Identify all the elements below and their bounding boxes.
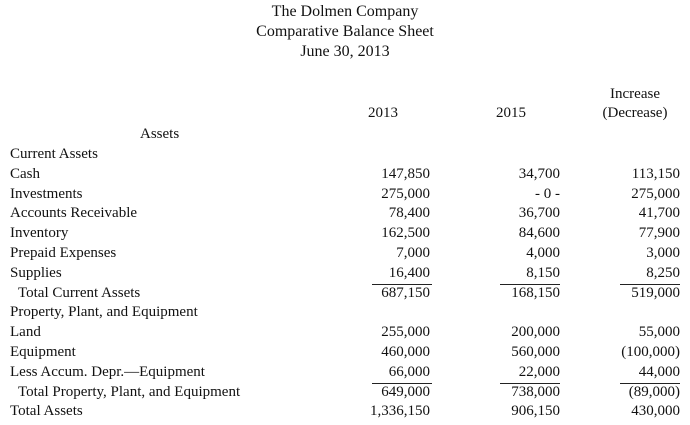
row-label: Current Assets [10,146,98,162]
row-label: Supplies [10,264,62,281]
row-label: Prepaid Expenses [10,245,117,261]
section-heading-assets: Assets [140,126,180,142]
value-change: 519,000 [631,284,680,301]
table-row [0,263,690,283]
subtotal-underline-2013 [372,284,432,285]
value-2015: 906,150 [511,403,560,420]
subtotal-underline-change [620,284,680,285]
value-2015: 8,150 [526,264,560,281]
ppe-underline-2015 [500,383,560,384]
row-label: Less Accum. Depr.—Equipment [10,363,205,380]
value-2013: 1,336,150 [370,403,430,420]
table-row [0,362,690,382]
company-name: The Dolmen Company [271,3,419,20]
table-row [0,144,690,164]
column-header-increase: Increase [610,86,660,102]
value-2013: 16,400 [388,264,430,281]
value-2015: 34,700 [518,165,560,182]
row-label: Cash [10,165,40,182]
table-row [0,283,690,303]
row-label: Total Property, Plant, and Equipment [18,383,241,400]
value-change: 275,000 [631,185,680,202]
value-2013: 66,000 [388,363,430,380]
value-change: 41,700 [638,205,680,222]
row-label: Property, Plant, and Equipment [10,304,198,321]
value-2013: 7,000 [396,245,430,261]
ppe-underline-2013 [372,383,432,384]
value-change: 430,000 [631,403,680,420]
value-2015: 200,000 [511,324,560,341]
value-2013: 687,150 [381,284,430,301]
row-label: Land [10,324,41,341]
value-2013: 275,000 [381,185,430,202]
row-label: Inventory [10,225,69,242]
value-2015: 4,000 [526,245,560,261]
subtotal-underline-2015 [500,284,560,285]
value-change: 77,900 [638,225,680,242]
value-2013: 649,000 [381,383,430,400]
row-label: Investments [10,185,83,202]
table-row [0,322,690,342]
ppe-underline-change [620,383,680,384]
value-change: 3,000 [646,245,680,261]
value-2015: 560,000 [511,344,560,360]
value-change: (100,000) [621,344,680,360]
table-row [0,203,690,223]
value-2015: 738,000 [511,383,560,400]
value-change: 113,150 [631,165,680,182]
table-row [0,302,690,322]
value-change: 44,000 [638,363,680,380]
value-2013: 255,000 [381,324,430,341]
value-2015: - 0 - [535,185,560,202]
value-2015: 22,000 [518,363,560,380]
value-2013: 147,850 [381,165,430,182]
table-row [0,223,690,243]
value-change: 8,250 [646,264,680,281]
row-label: Accounts Receivable [10,205,138,222]
column-header-2015: 2015 [496,105,526,121]
row-label: Equipment [10,344,76,360]
table-row [0,382,690,402]
value-2015: 36,700 [518,205,560,222]
value-change: (89,000) [628,383,680,400]
table-row [0,164,690,184]
value-2013: 460,000 [381,344,430,360]
value-2013: 162,500 [381,225,430,242]
row-label: Total Assets [10,403,83,420]
value-2013: 78,400 [388,205,430,222]
table-row [0,342,690,362]
statement-date: June 30, 2013 [300,43,390,60]
table-row [0,401,690,421]
value-2015: 84,600 [518,225,560,242]
column-header-2013: 2013 [368,105,398,121]
value-2015: 168,150 [511,284,560,301]
table-row [0,184,690,204]
statement-title: Comparative Balance Sheet [256,23,434,40]
table-row [0,243,690,263]
row-label: Total Current Assets [18,284,141,301]
column-header-decrease: (Decrease) [602,105,668,121]
value-change: 55,000 [638,324,680,341]
